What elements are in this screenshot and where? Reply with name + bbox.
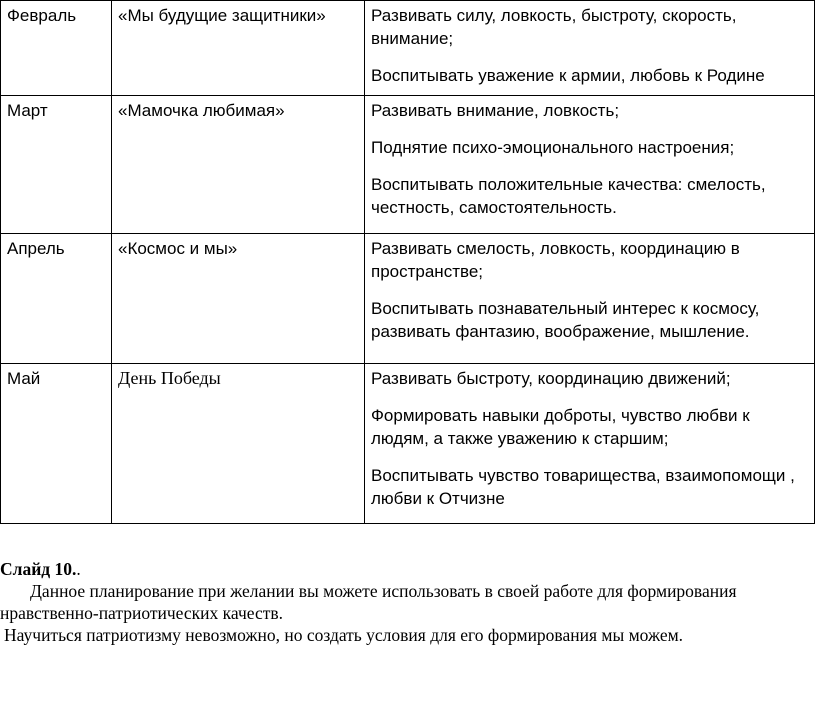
paragraph: Данное планирование при желании вы можете использовать в своей работе для формирования нравственно-патриотических качеств. xyxy=(0,581,737,623)
month-cell: Февраль xyxy=(1,1,112,96)
slide-label: Слайд 10. xyxy=(0,559,77,579)
goal-text: Воспитывать познавательный интерес к космосу, развивать фантазию, воображение, мышление. xyxy=(371,299,760,341)
footer-text xyxy=(0,558,812,646)
table-row xyxy=(1,364,815,524)
goals-cell xyxy=(365,364,815,524)
month-cell: Март xyxy=(1,96,112,234)
table-row xyxy=(1,96,815,234)
slide-heading xyxy=(0,558,812,580)
month-cell: Апрель xyxy=(1,234,112,364)
goal-text: Развивать смелость, ловкость, координацию в пространстве; xyxy=(371,239,740,281)
goals-cell xyxy=(365,96,815,234)
theme-cell: «Мы будущие защитники» xyxy=(112,1,365,96)
goal-text: Развивать внимание, ловкость; xyxy=(371,101,620,120)
goal-text: Воспитывать чувство товарищества, взаимопомощи , любви к Отчизне xyxy=(371,466,795,508)
goal-text: Развивать силу, ловкость, быстроту, скорость, внимание; xyxy=(371,6,737,48)
goal-text: Воспитывать уважение к армии, любовь к Родине xyxy=(371,66,765,85)
goal-text: Воспитывать положительные качества: смелость, честность, самостоятельность. xyxy=(371,175,766,217)
table-row xyxy=(1,1,815,96)
theme-cell: День Победы xyxy=(112,364,365,524)
theme-cell: «Космос и мы» xyxy=(112,234,365,364)
paragraph: Научиться патриотизму невозможно, но создать условия для его формирования мы можем. xyxy=(4,625,684,645)
table-row xyxy=(1,234,815,364)
slide-suffix: . xyxy=(76,559,81,579)
goal-text: Поднятие психо-эмоционального настроения; xyxy=(371,138,735,157)
goal-text: Развивать быстроту, координацию движений; xyxy=(371,369,731,388)
month-cell: Май xyxy=(1,364,112,524)
goals-cell xyxy=(365,234,815,364)
goals-cell xyxy=(365,1,815,96)
goal-text: Формировать навыки доброты, чувство любви к людям, а также уважению к старшим; xyxy=(371,406,750,448)
theme-cell: «Мамочка любимая» xyxy=(112,96,365,234)
